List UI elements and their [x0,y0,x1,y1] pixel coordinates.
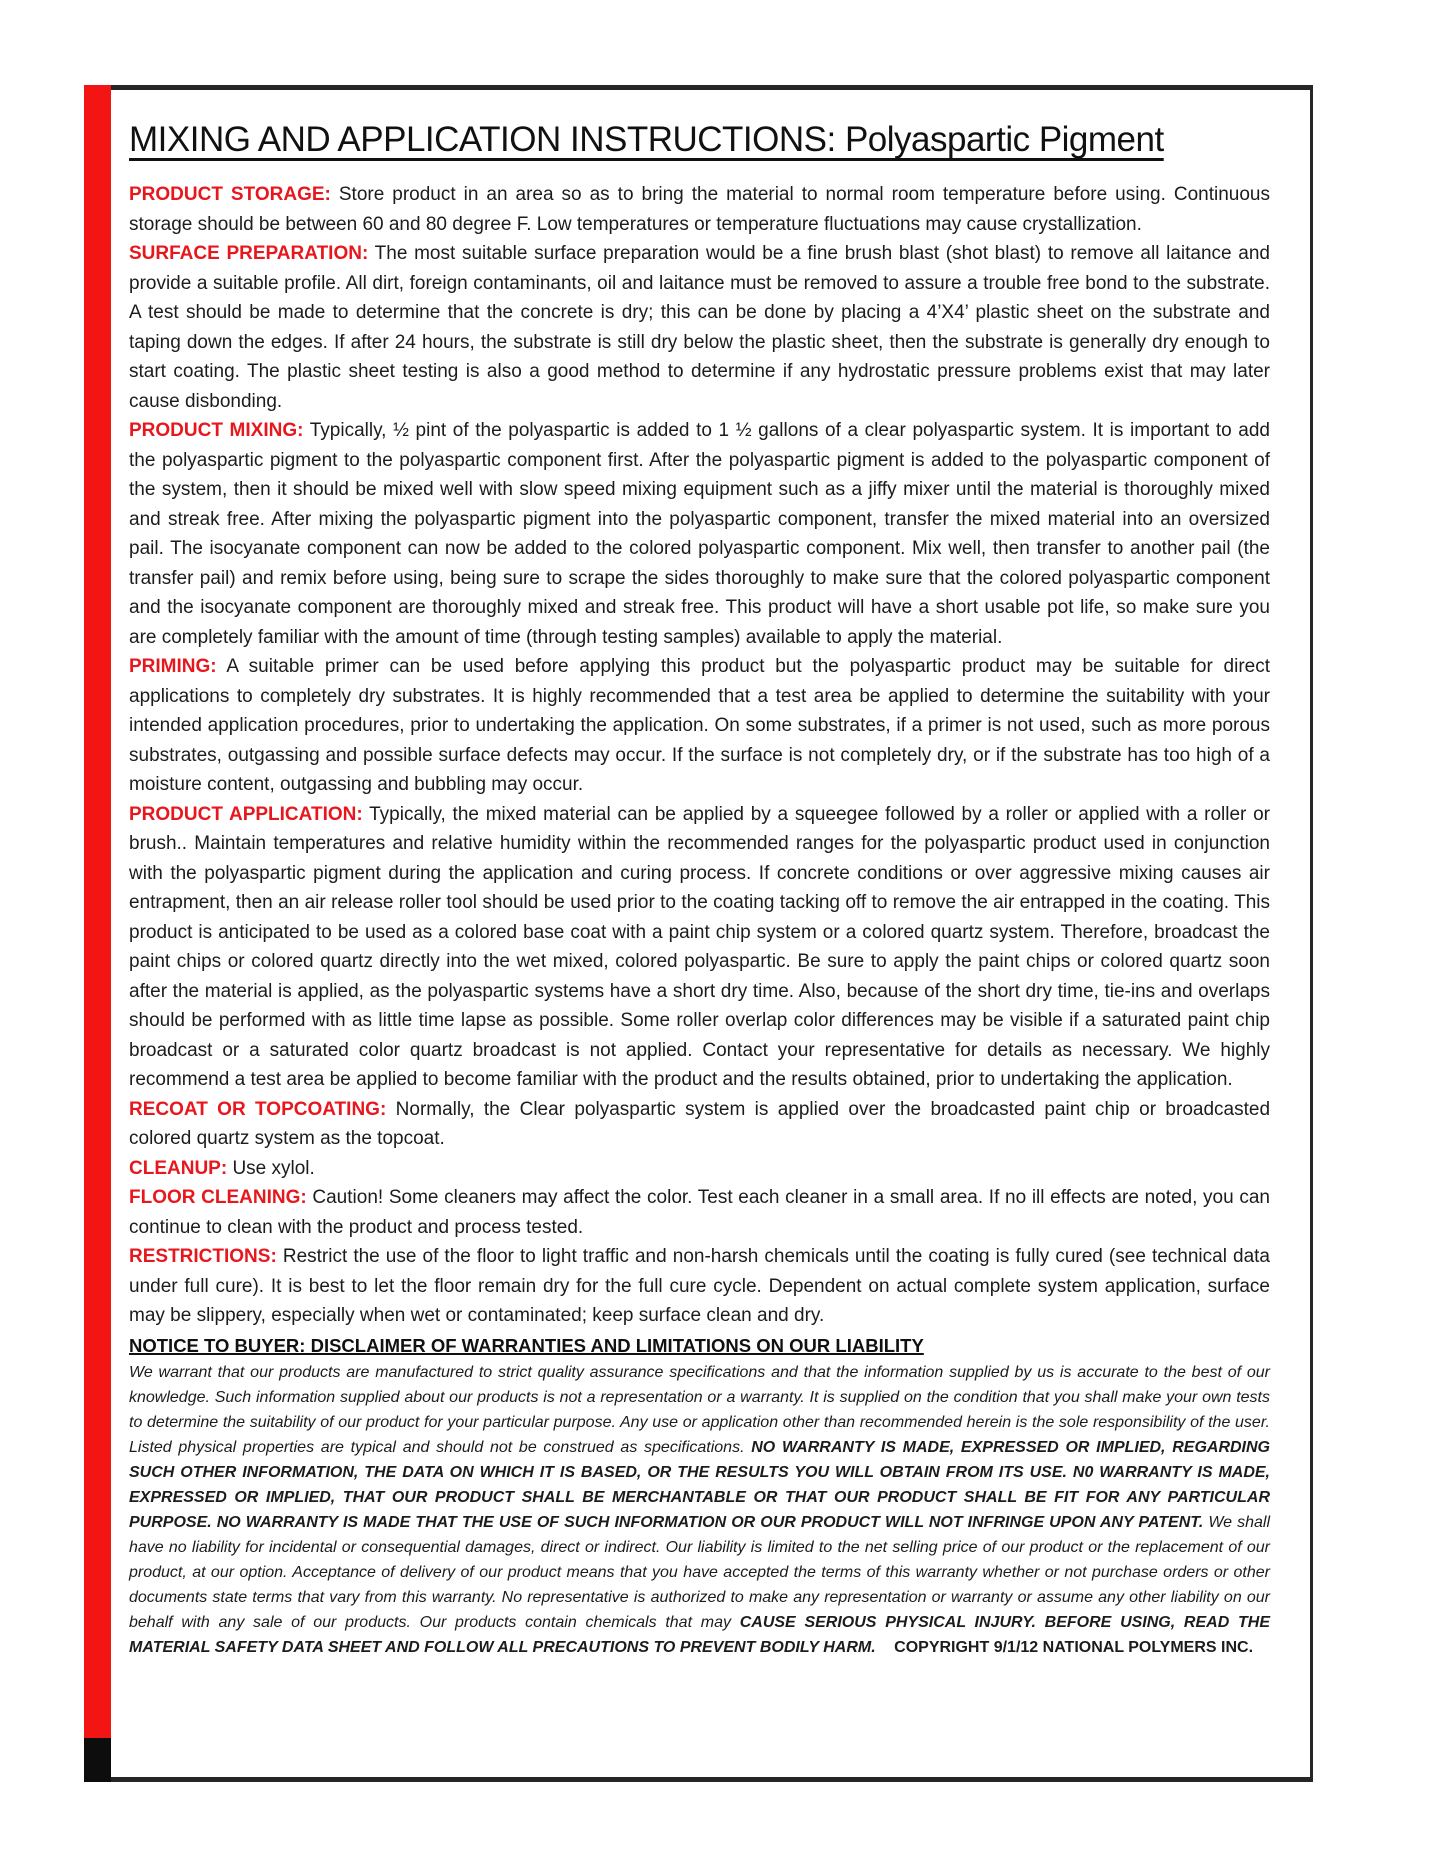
section-recoat-or-topcoating [129,1095,1270,1154]
section-label: RECOAT OR TOPCOATING: [129,1098,387,1120]
section-label: RESTRICTIONS: [129,1246,277,1267]
disclaimer-segment-no-warranty: NO WARRANTY IS MADE, EXPRESSED OR IMPLIED, REGARDING SUCH OTHER INFORMATION, THE DATA ON WHICH IT IS BASED, OR THE RESULTS YOU WILL OBTAIN FROM ITS USE. N0 WARRANTY IS MADE, EXPRESSED OR IMPLIED, THAT OUR PRODUCT SHALL BE MERCHANTABLE OR THAT OUR PRODUCT SHALL BE FIT FOR ANY PARTICULAR PURPOSE. NO WARRANTY IS MADE THAT THE USE OF SUCH INFORMATION OR OUR PRODUCT WILL NOT INFRINGE UPON ANY PATENT. [129,1438,1270,1531]
section-label: PRODUCT MIXING: [129,420,304,441]
section-label: PRIMING: [129,656,217,677]
section-body: Typically, ½ pint of the polyaspartic is added to 1 ½ gallons of a clear polyaspartic system. It is important to add the polyaspartic pigment to the polyaspartic component first. After the polyaspartic pigment is added to the polyaspartic component of the system, then it should be mixed well with slow speed mixing equipment such as a jiffy mixer until the material is thoroughly mixed and streak free. After mixing the polyaspartic pigment into the polyaspartic component, transfer the mixed material into an oversized pail. The isocyanate component can now be added to the colored polyaspartic component. Mix well, then transfer to another pail (the transfer pail) and remix before using, being sure to scrape the sides thoroughly to make sure that the colored polyaspartic component and the isocyanate component are thoroughly mixed and streak free. This product will have a short usable pot life, so make sure you are completely familiar with the amount of time (through testing samples) available to apply the material. [129,420,1271,648]
section-label: PRODUCT APPLICATION: [129,803,363,825]
section-priming [129,652,1270,800]
notice-to-buyer-heading: NOTICE TO BUYER: DISCLAIMER OF WARRANTIES AND LIMITATIONS ON OUR LIABILITY [129,1334,924,1356]
section-body: A suitable primer can be used before applying this product but the polyaspartic product may be suitable for direct applications to completely dry substrates. It is highly recommended that a test area be applied to determine the suitability with your intended application procedures, prior to undertaking the application. On some substrates, if a primer is not used, such as more porous substrates, outgassing and possible surface defects may occur. If the surface is not completely dry, or if the substrate has too high of a moisture content, outgassing and bubbling may occur. [129,656,1270,795]
section-label: SURFACE PREPARATION: [129,243,369,264]
document-frame [111,85,1313,1782]
section-label: FLOOR CLEANING: [129,1187,307,1208]
section-label: CLEANUP: [129,1157,228,1179]
page-title: MIXING AND APPLICATION INSTRUCTIONS: Polyaspartic Pigment [129,120,1164,159]
copyright-line: COPYRIGHT 9/1/12 NATIONAL POLYMERS INC. [894,1638,1254,1656]
section-floor-cleaning [129,1183,1270,1242]
section-surface-preparation [129,239,1270,416]
disclaimer-text [129,1360,1270,1660]
left-accent-bar-black-cap [84,1738,111,1782]
section-product-application [129,800,1270,1095]
section-body: Typically, the mixed material can be applied by a squeegee followed by a roller or applied with a roller or brush.. Maintain temperatures and relative humidity within the recommended ranges for the polyaspartic product used in conjunction with the polyaspartic pigment during the application and curing process. If concrete conditions or over aggressive mixing causes air entrapment, then an air release roller tool should be used prior to the coating tacking off to remove the air entrapped in the coating. This product is anticipated to be used as a colored base coat with a paint chip system or a colored quartz system. Therefore, broadcast the paint chips or colored quartz directly into the wet mixed, colored polyaspartic. Be sure to apply the paint chips or colored quartz soon after the material is applied, as the polyaspartic systems have a short dry time. Also, because of the short dry time, tie-ins and overlaps should be performed with as little time lapse as possible. Some roller overlap color differences may be visible if a saturated paint chip broadcast or a saturated color quartz broadcast is not applied. Contact your representative for details as necessary. We highly recommend a test area be applied to become familiar with the product and the results obtained, prior to undertaking the application. [129,803,1270,1090]
section-product-mixing [129,416,1270,652]
left-accent-bar-red [84,85,111,1738]
section-restrictions [129,1242,1270,1331]
section-label: PRODUCT STORAGE: [129,184,331,205]
section-cleanup [129,1154,1270,1184]
section-product-storage [129,180,1270,239]
document-content [111,90,1310,1660]
disclaimer-segment-warranty-intro: We warrant that our products are manufactured to strict quality assurance specifications and that the information supplied by us is accurate to the best of our knowledge. Such information supplied about our products is not a representation or a warranty. It is supplied on the condition that you shall make your own tests to determine the suitability of our product for your particular purpose. Any use or application other than recommended herein is the sole responsibility of the user. Listed physical properties are typical and should not be construed as specifications. [129,1363,1270,1456]
section-body: Normally, the Clear polyaspartic system is applied over the broadcasted paint chip or broadcasted colored quartz system as the topcoat. [129,1098,1271,1149]
disclaimer-segment-safety-warning: CAUSE SERIOUS PHYSICAL INJURY. BEFORE USING, READ THE MATERIAL SAFETY DATA SHEET AND FOLLOW ALL PRECAUTIONS TO PREVENT BODILY HARM. [129,1613,1270,1656]
section-body: The most suitable surface preparation would be a fine brush blast (shot blast) to remove all laitance and provide a suitable profile. All dirt, foreign contaminants, oil and laitance must be removed to assure a trouble free bond to the substrate. A test should be made to determine that the concrete is dry; this can be done by placing a 4’X4’ plastic sheet on the substrate and taping down the edges. If after 24 hours, the substrate is still dry below the plastic sheet, then the substrate is generally dry enough to start coating. The plastic sheet testing is also a good method to determine if any hydrostatic pressure problems exist that may later cause disbonding. [129,243,1270,412]
section-body: Use xylol. [232,1157,315,1179]
instruction-sections [129,180,1270,1331]
section-body: Restrict the use of the floor to light traffic and non-harsh chemicals until the coating is fully cured (see technical data under full cure). It is best to let the floor remain dry for the full cure cycle. Dependent on actual complete system application, surface may be slippery, especially when wet or contaminated; keep surface clean and dry. [129,1246,1270,1326]
section-body: Store product in an area so as to bring the material to normal room temperature before using. Continuous storage should be between 60 and 80 degree F. Low temperatures or temperature fluctuations may cause crystallization. [129,184,1270,235]
left-accent-bar [84,85,111,1782]
section-body: Caution! Some cleaners may affect the color. Test each cleaner in a small area. If no ill effects are noted, you can continue to clean with the product and process tested. [129,1187,1270,1238]
disclaimer-segment-liability: We shall have no liability for incidental or consequential damages, direct or indirect. Our liability is limited to the net selling price of our product or the replacement of our product, at our option. Acceptance of delivery of our product means that you have accepted the terms of this warranty whether or not purchase orders or other documents state terms that vary from this warranty. No representative is authorized to make any representation or warranty or assume any other liability on our behalf with any sale of our products. Our products contain chemicals that may [129,1513,1270,1631]
